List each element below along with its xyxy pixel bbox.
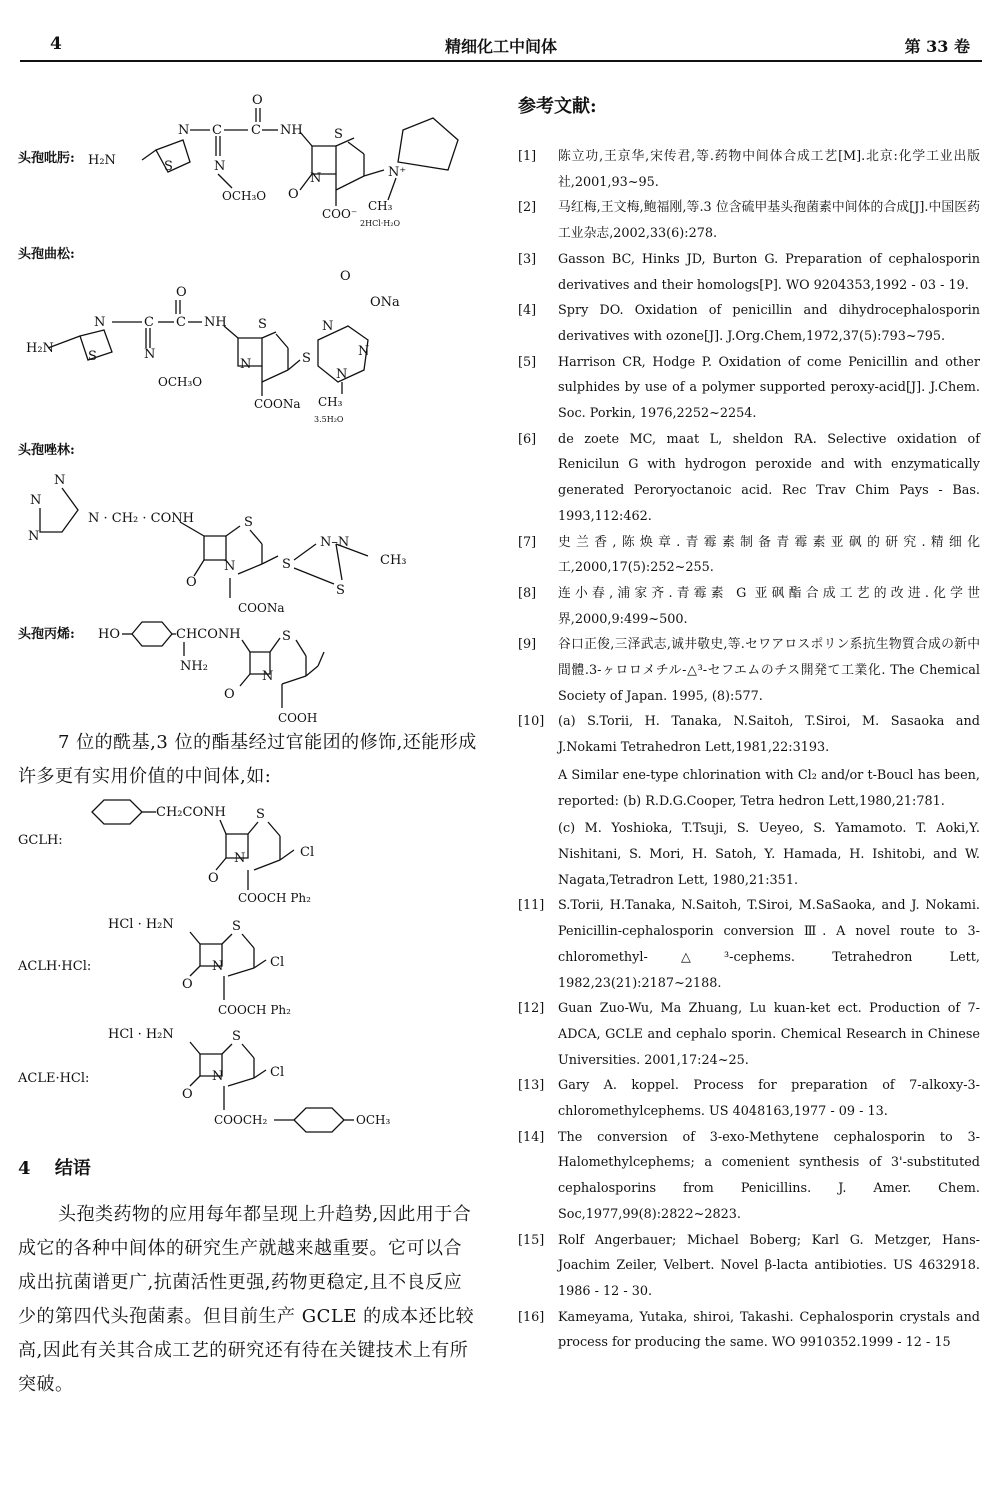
- reference-subentry: (c) M. Yoshioka, T.Tsuji, S. Ueyeo, S. Yamamoto. T. Aoki,Y. Nishitani, S. Mori, H. Satoh, Y. Hamada, H. Ishitobi, and W. Nagata,Tetradron Lett, 1980,21:351.: [558, 821, 980, 888]
- atom-label: COO⁻: [322, 207, 358, 221]
- atom-label: N: [358, 344, 370, 359]
- atom-label: N: [234, 851, 246, 866]
- atom-label: OCH₃O: [158, 375, 203, 389]
- reference-item: [518, 195, 980, 246]
- reference-number: [5]: [518, 354, 537, 370]
- body-paragraph: 7 位的酰基,3 位的酯基经过官能团的修饰,还能形成许多更有实用价值的中间体,如:: [18, 732, 477, 787]
- structure-cefazolin: [18, 442, 407, 615]
- atom-label: CH₂CONH: [156, 805, 226, 820]
- atom-label: COOH: [278, 711, 318, 725]
- reference-text: [558, 1305, 980, 1356]
- volume-label: 第 33 卷: [904, 37, 970, 56]
- reference-text: [558, 1125, 980, 1228]
- reference-item: [518, 709, 980, 893]
- reference-body: S.Torii, H.Tanaka, N.Saitoh, T.Siroi, M.SaSaoka, and J. Nokami. Penicillin-cephalosporin conversion Ⅲ. A novel route to 3-chloromethyl-△³-cephems. Tetrahedron Lett, 1982,23(21):2187~2188.: [558, 898, 980, 991]
- section-heading: [18, 1154, 91, 1180]
- reference-number: [3]: [518, 251, 537, 267]
- journal-title: 精细化工中间体: [444, 37, 557, 56]
- atom-label: CHCONH: [176, 627, 241, 642]
- atom-label: O: [252, 93, 263, 108]
- structure-cefepime: [18, 93, 458, 228]
- atom-label: NH: [204, 315, 227, 330]
- reference-body: Guan Zuo-Wu, Ma Zhuang, Lu kuan-ket ect. Production of 7-ADCA, GCLE and cephalo sporin. Chemical Research in Chinese Universities. 2001,17:24~25.: [558, 1001, 980, 1068]
- atom-label: S: [232, 919, 241, 934]
- atom-label: O: [176, 285, 187, 300]
- structure-gclh: [18, 800, 314, 905]
- reference-text: [558, 893, 980, 996]
- atom-label: C: [251, 123, 261, 138]
- compound-name: 头孢丙烯:: [18, 627, 75, 642]
- reference-item: [518, 581, 980, 632]
- atom-label: COOCH Ph₂: [238, 891, 311, 905]
- compound-name: 头孢唑林:: [18, 443, 75, 458]
- atom-label: N: [144, 347, 156, 362]
- reference-body: 史兰香,陈焕章.青霉素制备青霉素亚砜的研究.精细化工,2000,17(5):252~255.: [558, 534, 980, 576]
- atom-label: S: [232, 1029, 241, 1044]
- header-rule: [20, 60, 982, 62]
- atom-label: N: [214, 159, 226, 174]
- atom-label: CH₃: [368, 199, 393, 213]
- atom-label: N: [28, 529, 40, 544]
- atom-label: Cl: [300, 845, 315, 860]
- reference-number: [7]: [518, 534, 537, 550]
- reference-body: Rolf Angerbauer; Michael Boberg; Karl G. Metzger, Hans-Joachim Zeiler, Velbert. Novel β-lacta antibioties. US 4632918. 1986 - 12 - 30.: [558, 1232, 980, 1299]
- reference-text: [558, 709, 980, 893]
- atom-label: N–N: [320, 535, 350, 550]
- atom-label: H₂N: [88, 153, 116, 168]
- atom-label: COOCH Ph₂: [218, 1003, 291, 1017]
- reference-number: [13]: [518, 1078, 545, 1094]
- compound-name: GCLH:: [18, 833, 63, 848]
- reference-number: [16]: [518, 1309, 545, 1325]
- reference-text: [558, 1073, 980, 1124]
- reference-number: [9]: [518, 637, 537, 653]
- reference-item: [518, 1228, 980, 1305]
- atom-label: S: [256, 807, 265, 822]
- reference-number: [15]: [518, 1232, 545, 1248]
- reference-body: 谷口正俊,三泽武志,诚井敬史,等.セワアロスポリン系抗生物質合成の新中間體.3-ヶロロメチル-△³-セフエムのチス開発て工業化. The Chemical Society of Japan. 1995, (8):577.: [558, 637, 980, 704]
- reference-text: [558, 427, 980, 530]
- reference-number: [4]: [518, 303, 537, 319]
- reference-item: [518, 632, 980, 709]
- reference-body: 连小春,浦家齐.青霉素 G 亚砜酯合成工艺的改进.化学世界,2000,9:499~500.: [558, 585, 980, 627]
- atom-label: CH₃: [380, 553, 407, 568]
- reference-text: [558, 530, 980, 581]
- reference-number: [11]: [518, 898, 545, 914]
- atom-label: O: [288, 187, 299, 202]
- compound-name: 头孢曲松:: [18, 247, 75, 262]
- reference-item: [518, 350, 980, 427]
- atom-label: H₂N: [26, 341, 54, 356]
- reference-number: [6]: [518, 431, 537, 447]
- reference-list: [518, 144, 980, 1356]
- reference-text: [558, 195, 980, 246]
- atom-label: N: [30, 493, 42, 508]
- atom-label: C: [176, 315, 186, 330]
- reference-number: [12]: [518, 1001, 545, 1017]
- atom-label: C: [212, 123, 222, 138]
- reference-text: [558, 1228, 980, 1305]
- reference-item: [518, 1305, 980, 1356]
- atom-label: NH: [280, 123, 303, 138]
- reference-item: [518, 996, 980, 1073]
- reference-text: [558, 144, 980, 195]
- page-number: 4: [50, 34, 62, 54]
- reference-body: 马红梅,王文梅,鲍福刚,等.3 位含硫甲基头孢菌素中间体的合成[J].中国医药工业杂志,2002,33(6):278.: [558, 200, 980, 242]
- reference-text: [558, 298, 980, 349]
- benzene-ring: [92, 800, 142, 824]
- chemical-structures-figure: [18, 70, 488, 1170]
- reference-number: [1]: [518, 149, 537, 164]
- atom-label: N: [212, 1069, 224, 1084]
- reference-number: [14]: [518, 1129, 545, 1145]
- compound-name: ACLH·HCl:: [18, 959, 92, 974]
- atom-label: Cl: [270, 1065, 285, 1080]
- structure-ceftriaxone: [18, 246, 400, 424]
- atom-label: S: [282, 557, 291, 572]
- atom-label: S: [164, 159, 173, 174]
- atom-label: N: [54, 473, 66, 488]
- reference-item: [518, 893, 980, 996]
- compound-name: ACLE·HCl:: [18, 1071, 90, 1086]
- reference-body: Gary A. koppel. Process for preparation of 7-alkoxy-3-chloromethylcephems. US 4048163,1977 - 09 - 13.: [558, 1078, 980, 1120]
- atom-label: S: [258, 317, 267, 332]
- atom-label: O: [182, 1087, 193, 1102]
- atom-label: ONa: [370, 295, 400, 310]
- atom-label: N: [240, 357, 252, 372]
- reference-text: [558, 632, 980, 709]
- atom-label: Cl: [270, 955, 285, 970]
- atom-label: N: [262, 669, 274, 684]
- atom-label: S: [336, 583, 345, 598]
- atom-label: N: [94, 315, 106, 330]
- atom-label: N: [322, 319, 334, 334]
- atom-label: COONa: [238, 601, 285, 615]
- atom-label: N: [224, 559, 236, 574]
- compound-name: 头孢吡肟:: [18, 151, 75, 166]
- atom-label: O: [208, 871, 219, 886]
- atom-label: N: [212, 959, 224, 974]
- atom-label: OCH₃: [356, 1113, 391, 1127]
- left-column: [18, 70, 488, 1490]
- atom-label: C: [144, 315, 154, 330]
- reference-body: Gasson BC, Hinks JD, Burton G. Preparation of cephalosporin derivatives and their homologs[P]. WO 9204353,1992 - 03 - 19.: [558, 251, 980, 293]
- atom-label: N: [310, 171, 322, 186]
- section-title: 结语: [54, 1158, 91, 1179]
- reference-body: de zoete MC, maat L, sheldon RA. Selective oxidation of Renicilun G with hydrogon peroxide and with enzymatically generated Peroryoctanoic acid. Rec Trav Chim Pays - Bas. 1993,112:462.: [558, 431, 980, 524]
- atom-label: HCl · H₂N: [108, 1027, 174, 1042]
- atom-label: O: [340, 269, 351, 284]
- reference-text: [558, 996, 980, 1073]
- atom-label: CH₃: [318, 395, 343, 409]
- reference-number: [10]: [518, 714, 545, 730]
- reference-number: [2]: [518, 200, 537, 216]
- atom-label: OCH₃O: [222, 189, 267, 203]
- atom-label: COONa: [254, 397, 301, 411]
- structure-acle-hcl: [18, 1027, 390, 1132]
- atom-label: 3.5H₂O: [314, 415, 344, 424]
- references-title: 参考文献:: [518, 96, 597, 117]
- reference-text: [558, 247, 980, 298]
- atom-label: O: [224, 687, 235, 702]
- atom-label: S: [302, 351, 311, 366]
- atom-label: S: [244, 515, 253, 530]
- atom-label: NH₂: [180, 659, 208, 674]
- atom-label: 2HCl·H₂O: [360, 219, 401, 228]
- atom-label: N: [178, 123, 190, 138]
- reference-number: [8]: [518, 585, 537, 601]
- benzene-ring: [294, 1108, 344, 1132]
- atom-label: N⁺: [388, 165, 407, 180]
- reference-body: 陈立功,王京华,宋传君,等.药物中间体合成工艺[M].北京:化学工业出版社,2001,93~95.: [558, 149, 980, 190]
- reference-body: The conversion of 3-exo-Methytene cephalosporin to 3-Halomethylcephems; a comenient synthesis of 3'-substituted cephalosporins from Penicillins. J. Amer. Chem. Soc,1977,99(8):2822~2823.: [558, 1129, 980, 1222]
- reference-item: [518, 1125, 980, 1228]
- reference-item: [518, 1073, 980, 1124]
- atom-label: N · CH₂ · CONH: [88, 511, 194, 526]
- atom-label: HO: [98, 627, 120, 642]
- reference-subentry: A Similar ene-type chlorination with Cl₂ and/or t-Boucl has been, reported: (b) R.D.G.Cooper, Tetra hedron Lett,1980,21:781.: [558, 767, 980, 809]
- atom-label: O: [182, 977, 193, 992]
- atom-label: S: [282, 629, 291, 644]
- reference-item: [518, 530, 980, 581]
- reference-item: [518, 298, 980, 349]
- atom-label: S: [88, 349, 97, 364]
- atom-label: HCl · H₂N: [108, 917, 174, 932]
- reference-body: (a) S.Torii, H. Tanaka, N.Saitoh, T.Siroi, M. Sasaoka and J.Nokami Tetrahedron Lett,1981,22:3193.: [558, 714, 980, 756]
- structure-aclh-hcl: [18, 917, 291, 1017]
- conclusion-paragraph: 头孢类药物的应用每年都呈现上升趋势,因此用于合成它的各种中间体的研究生产就越来越重要。它可以合成出抗菌谱更广,抗菌活性更强,药物更稳定,且不良反应少的第四代头孢菌素。但目前生产 GCLE 的成本还比较高,因此有关其合成工艺的研究还有待在关键技术上有所突破。: [18, 1204, 475, 1395]
- atom-label: O: [186, 575, 197, 590]
- reference-body: Spry DO. Oxidation of penicillin and dihydrocephalosporin derivatives with ozone[J]. J.Org.Chem,1972,37(5):793~795.: [558, 303, 980, 344]
- atom-label: N: [336, 367, 348, 382]
- reference-text: [558, 581, 980, 632]
- reference-item: [518, 144, 980, 195]
- reference-item: [518, 247, 980, 298]
- reference-text: [558, 350, 980, 427]
- structure-cefprozil: [18, 622, 324, 725]
- atom-label: S: [334, 127, 343, 142]
- reference-body: Harrison CR, Hodge P. Oxidation of come Penicillin and other sulphides by use of a polymer supported peroxy-acid[J]. J.Chem. Soc. Porkin, 1976,2252~2254.: [558, 354, 980, 422]
- atom-label: COOCH₂: [214, 1113, 268, 1127]
- section-number: 4: [18, 1158, 31, 1179]
- reference-item: [518, 427, 980, 530]
- reference-body: Kameyama, Yutaka, shiroi, Takashi. Cephalosporin crystals and process for producing the same. WO 9910352.1999 - 12 - 15: [558, 1309, 980, 1351]
